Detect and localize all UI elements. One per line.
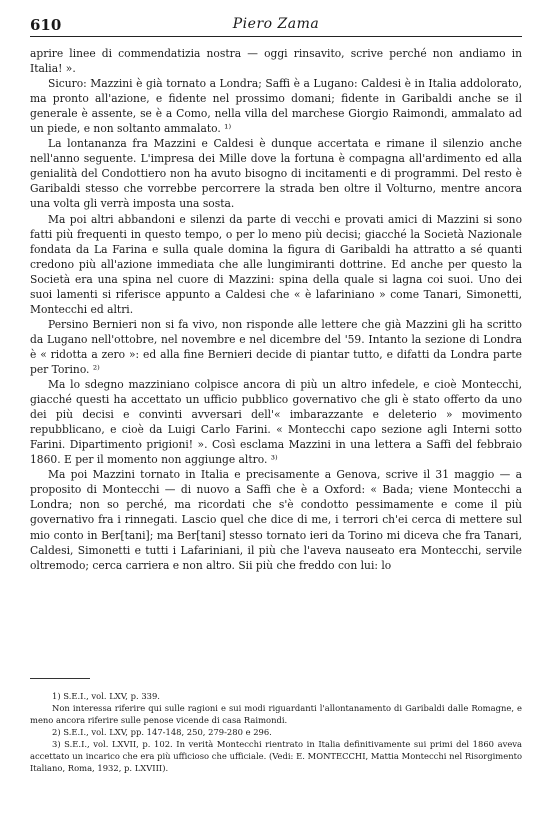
paragraph: Ma poi altri abbandoni e silenzi da parte di vecchi e provati amici di Mazzini si sono fatti più frequenti in questo tempo, o per lo meno più decisi; giacché la Società Nazionale fondata da La Farina e sulla quale domina la figura di Garibaldi ha attratto a sé quanti credono più all'azione immediata che alle lungimiranti dottrine. Ed anche per questo la Società era una spina nel cuore di Mazzini: spina della quale si lagna coi suoi. Uno dei suoi lamenti si riferisce appunto a Caldesi che « è lafariniano » come Tanari, Simonetti, Montecchi ed altri. (30, 212, 522, 316)
footnote: Non interessa riferire qui sulle ragioni e sui modi riguardanti l'allontanamento di Garibaldi dalle Romagne, e meno ancora riferire sulle penose vicende di casa Raimondi. (30, 703, 522, 725)
running-title: Piero Zama (232, 16, 320, 32)
body-text (30, 46, 522, 573)
footnotes (30, 690, 522, 774)
page-header (30, 14, 522, 37)
footnote-rule (30, 678, 90, 679)
paragraph: Sicuro: Mazzini è già tornato a Londra; Saffi è a Lugano: Caldesi è in Italia addolorato, ma pronto all'azione, e fidente nel prossimo domani; fidente in Garibaldi anche se il generale è assente, se è a Como, nella villa del marchese Giorgio Raimondi, ammalato ad un piede, e non soltanto ammalato. ¹⁾ (30, 77, 522, 136)
footnote: 1) S.E.I., vol. LXV, p. 339. (52, 691, 160, 701)
paragraph: Ma lo sdegno mazziniano colpisce ancora di più un altro infedele, e cioè Montecchi, giacché questi ha accettato un ufficio pubblico governativo che gli è stato offerto da uno dei più decisi e convinti avversari dell'« imbarazzante e deleterio » movimento repubblicano, e cioè da Luigi Carlo Farini. « Montecchi capo sezione agli Interni sotto Farini. Dipartimento prigioni! ». Così esclama Mazzini in una lettera a Saffi del febbraio 1860. E per il momento non aggiunge altro. ³⁾ (30, 378, 522, 467)
paragraph: Persino Bernieri non si fa vivo, non risponde alle lettere che già Mazzini gli ha scritto da Lugano nell'ottobre, nel novembre e nel dicembre del '59. Intanto la sezione di Londra è « ridotta a zero »: ed alla fine Bernieri decide di piantar tutto, e difatti da Londra parte per Torino. ²⁾ (30, 317, 522, 376)
page-number: 610 (30, 16, 62, 34)
footnote: 3) S.E.I., vol. LXVII, p. 102. In verità Montecchi rientrato in Italia definitivamente sui primi del 1860 aveva accettato un incarico che era più ufficioso che ufficiale. (Vedi: E. MONTECCHI, Mattia Montecchi nel Risorgimento Italiano, Roma, 1932, p. LXVIII). (30, 739, 522, 773)
footnote: 2) S.E.I., vol. LXV, pp. 147-148, 250, 279-280 e 296. (52, 727, 272, 737)
paragraph: La lontananza fra Mazzini e Caldesi è dunque accertata e rimane il silenzio anche nell'anno seguente. L'impresa dei Mille dove la fortuna è compagna all'ardimento ed alla genialità del Condottiero non ha avuto bisogno di incitamenti e di programmi. Del resto è Garibaldi stesso che vorrebbe percorrere la strada ben oltre il Volturno, mentre ancora una volta gli verrà imposta una sosta. (30, 137, 522, 211)
paragraph: aprire linee di commendatizia nostra — oggi rinsavito, scrive perché non andiamo in Italia! ». (30, 47, 522, 76)
paragraph: Ma poi Mazzini tornato in Italia e precisamente a Genova, scrive il 31 maggio — a proposito di Montecchi — di nuovo a Saffi che è a Oxford: « Bada; viene Montecchi a Londra; non so perché, ma ricordati che s'è condotto pessimamente e come il più governativo fra i rinnegati. Lascio quel che dice di me, i terrori ch'ei cerca di mettere sul mio conto in Ber[tani]; ma Ber[tani] stesso tornato ieri da Torino mi diceva che fra Tanari, Caldesi, Simonetti e tutti i Lafariniani, il più che l'aveva nauseato era Montecchi, servile oltremodo; cerca carriera e non altro. Sii più che freddo con lui: lo (30, 468, 522, 572)
